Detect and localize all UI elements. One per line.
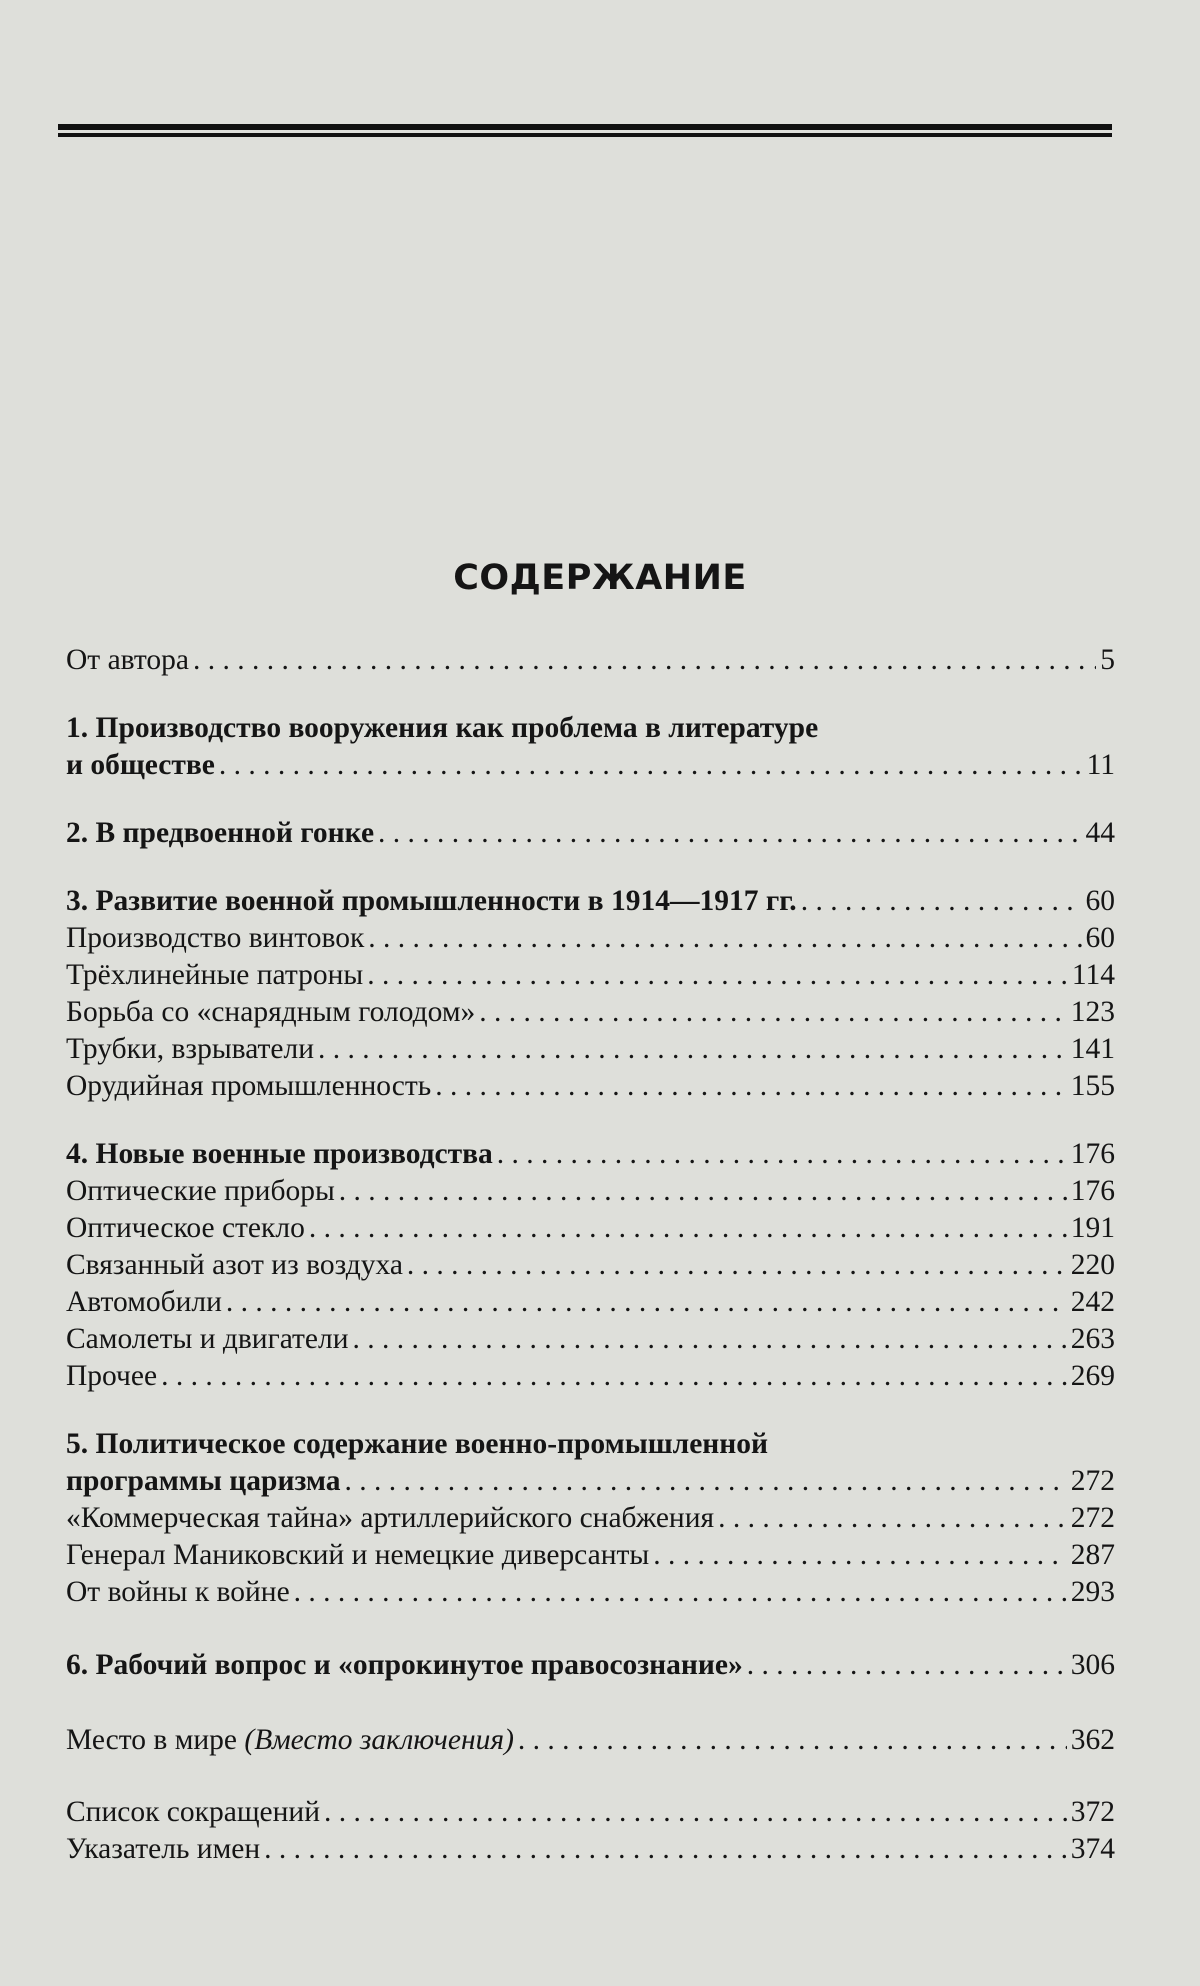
toc-entry-author[interactable]: От автора . . . 5 (66, 642, 1115, 679)
toc-entry[interactable]: От войны к войне . . . 293 (66, 1574, 1115, 1611)
rule-line (58, 124, 1112, 130)
toc-entry[interactable]: Орудийная промышленность . . . 155 (66, 1068, 1115, 1105)
toc-entry[interactable]: Прочее . . . 269 (66, 1358, 1115, 1395)
toc-chapter-6[interactable]: 6. Рабочий вопрос и «опрокинутое правосознание» . . . 306 (66, 1647, 1115, 1684)
toc-entry[interactable]: Трубки, взрыватели . . . 141 (66, 1031, 1115, 1068)
toc-entry[interactable]: Генерал Маниковский и немецкие диверсанты . . . 287 (66, 1537, 1115, 1574)
page-title: СОДЕРЖАНИЕ (453, 558, 747, 598)
toc-chapter-1[interactable]: и обществе . . . 11 (66, 747, 1115, 784)
rule-line (58, 133, 1112, 137)
toc-chapter-3[interactable]: 3. Развитие военной промышленности в 1914—1917 гг. . . . 60 (66, 883, 1115, 920)
toc-entry[interactable]: Производство винтовок . . . 60 (66, 920, 1115, 957)
toc-entry[interactable]: Борьба со «снарядным голодом» . . . 123 (66, 994, 1115, 1031)
toc-name-index[interactable]: Указатель имен . . . 374 (66, 1831, 1115, 1868)
toc-entry[interactable]: Автомобили . . . 242 (66, 1284, 1115, 1321)
toc-entry[interactable]: Связанный азот из воздуха . . . 220 (66, 1247, 1115, 1284)
toc-entry[interactable]: Самолеты и двигатели . . . 263 (66, 1321, 1115, 1358)
toc-entry[interactable]: «Коммерческая тайна» артиллерийского снабжения . . . 272 (66, 1500, 1115, 1537)
toc-conclusion[interactable]: Место в мире (Вместо заключения) . . . 362 (66, 1722, 1115, 1759)
toc-chapter-5[interactable]: программы царизма . . . 272 (66, 1463, 1115, 1500)
toc-entry[interactable]: Оптическое стекло . . . 191 (66, 1210, 1115, 1247)
toc-chapter-1-title[interactable]: 1. Производство вооружения как проблема в литературе (66, 712, 819, 744)
table-of-contents (66, 642, 1115, 1868)
toc-entry[interactable]: Трёхлинейные патроны . . . 114 (66, 957, 1115, 994)
toc-chapter-4[interactable]: 4. Новые военные производства . . . 176 (66, 1136, 1115, 1173)
toc-entry[interactable]: Оптические приборы . . . 176 (66, 1173, 1115, 1210)
toc-abbreviations[interactable]: Список сокращений . . . 372 (66, 1794, 1115, 1831)
toc-chapter-2[interactable]: 2. В предвоенной гонке . . . 44 (66, 815, 1115, 852)
header-rule (58, 124, 1112, 140)
toc-chapter-5-title[interactable]: 5. Политическоe содержание военно-промышленной (66, 1428, 769, 1460)
